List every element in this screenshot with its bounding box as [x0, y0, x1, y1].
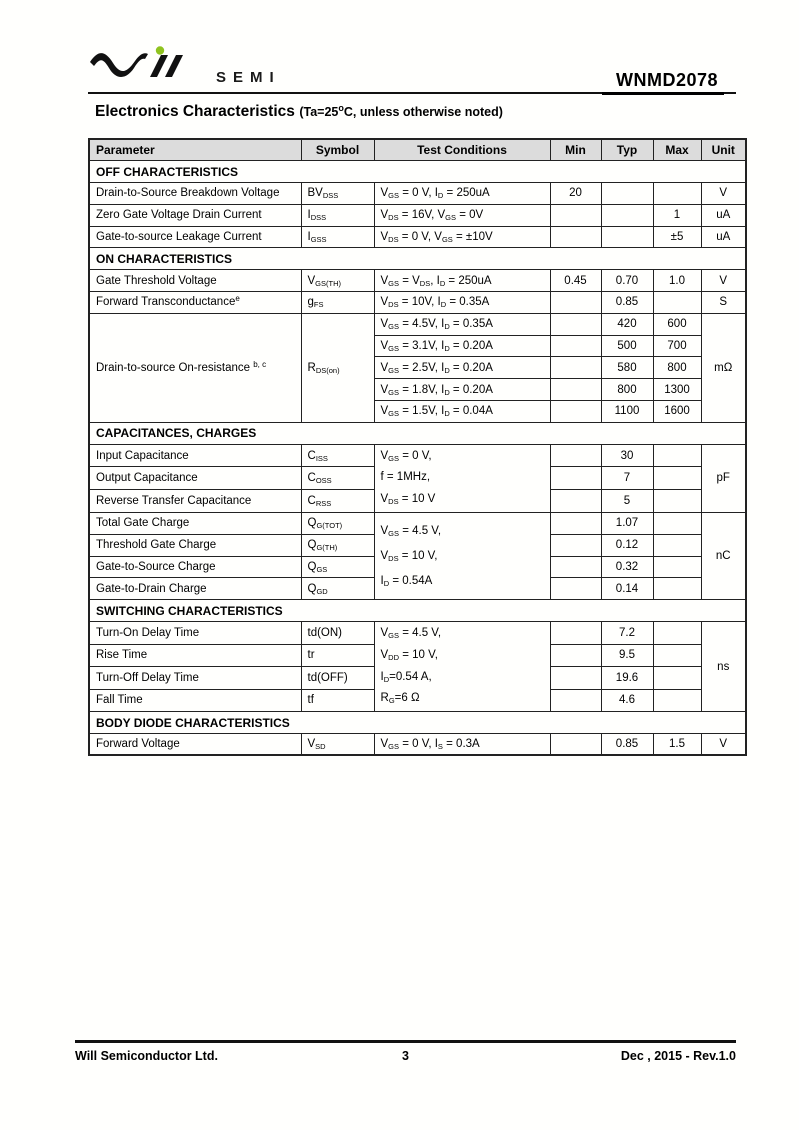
- table-cell: $R_{DS(on)}$: [301, 313, 374, 422]
- table-cell: [550, 444, 601, 467]
- logo-dot: [156, 46, 164, 54]
- table-header-row: [89, 139, 746, 161]
- table-cell: [601, 226, 653, 248]
- table-cell: $g_{FS}$: [301, 292, 374, 314]
- table-cell: $Q_{GS}$: [301, 556, 374, 578]
- characteristics-table-wrap: [88, 138, 745, 756]
- table-row: [89, 734, 746, 756]
- section-label: CAPACITANCES, CHARGES: [89, 422, 746, 444]
- table-cell: $V_{DS} = 10V$, $I_D = 0.35A$: [374, 292, 550, 314]
- table-cell: 7: [601, 467, 653, 490]
- section-label: OFF CHARACTERISTICS: [89, 161, 746, 183]
- table-cell: Drain-to-Source Breakdown Voltage: [89, 183, 301, 205]
- page-footer: [75, 1040, 736, 1063]
- table-cell: Rise Time: [89, 644, 301, 667]
- table-cell: 20: [550, 183, 601, 205]
- table-row: [89, 204, 746, 226]
- table-cell: [550, 513, 601, 535]
- logo-mark-icon: [88, 46, 206, 88]
- table-cell: [601, 204, 653, 226]
- column-header: Min: [550, 139, 601, 161]
- table-cell: $V_{GS} = 0$ V, $I_D = 250uA$: [374, 183, 550, 205]
- table-cell: [653, 556, 701, 578]
- table-cell: V: [701, 734, 746, 756]
- table-cell: [653, 578, 701, 600]
- table-cell: $V_{GS} = 4.5$ V, $V_{DD} = 10$ V, $I_D=0.54$ A, $R_G=6$ Ω: [374, 622, 550, 712]
- table-row: [89, 270, 746, 292]
- table-cell: 9.5: [601, 644, 653, 667]
- table-cell: [653, 622, 701, 645]
- logo-semi-text: SEMI: [216, 69, 281, 86]
- table-cell: 700: [653, 335, 701, 357]
- table-cell: Forward Transconductance$^e$: [89, 292, 301, 314]
- table-cell: $Q_{G(TOT)}$: [301, 513, 374, 535]
- table-cell: Zero Gate Voltage Drain Current: [89, 204, 301, 226]
- table-cell: $V_{GS} = 4.5$ V, $V_{DS} = 10$ V, $I_D = 0.54A$: [374, 513, 550, 600]
- table-cell: 19.6: [601, 667, 653, 690]
- table-cell: [550, 667, 601, 690]
- section-title: [95, 103, 503, 121]
- footer-revision: Dec , 2015 - Rev.1.0: [620, 1049, 736, 1063]
- table-cell: 1600: [653, 401, 701, 423]
- table-cell: Output Capacitance: [89, 467, 301, 490]
- table-cell: Forward Voltage: [89, 734, 301, 756]
- table-cell: [550, 734, 601, 756]
- table-cell: $V_{GS} = V_{DS}$, $I_D = 250uA$: [374, 270, 550, 292]
- table-cell: [550, 401, 601, 423]
- table-cell: $V_{GS} = 1.8V$, $I_D = 0.20A$: [374, 379, 550, 401]
- table-cell: 800: [653, 357, 701, 379]
- table-cell: [653, 444, 701, 467]
- table-cell: [550, 490, 601, 513]
- section-row: [89, 161, 746, 183]
- section-label: ON CHARACTERISTICS: [89, 248, 746, 270]
- table-cell: $BV_{DSS}$: [301, 183, 374, 205]
- table-cell: 0.14: [601, 578, 653, 600]
- part-number: WNMD2078: [602, 70, 724, 95]
- table-cell: td(OFF): [301, 667, 374, 690]
- table-cell: [550, 379, 601, 401]
- table-cell: $C_{OSS}$: [301, 467, 374, 490]
- table-cell: 5: [601, 490, 653, 513]
- table-cell: [653, 534, 701, 556]
- table-cell: 1.5: [653, 734, 701, 756]
- logo-slash-1: [150, 55, 168, 77]
- table-cell: $V_{GS} = 0$ V, f = 1MHz, $V_{DS} = 10$ V: [374, 444, 550, 512]
- table-cell: [653, 644, 701, 667]
- table-row: [89, 513, 746, 535]
- table-cell: 0.32: [601, 556, 653, 578]
- table-cell: Gate Threshold Voltage: [89, 270, 301, 292]
- table-cell: [653, 490, 701, 513]
- table-cell: [653, 667, 701, 690]
- column-header: Max: [653, 139, 701, 161]
- table-cell: $V_{GS} = 0$ V, $I_S = 0.3A$: [374, 734, 550, 756]
- table-cell: Total Gate Charge: [89, 513, 301, 535]
- table-cell: $V_{DS} = 16V$, $V_{GS} = 0V$: [374, 204, 550, 226]
- table-cell: [550, 556, 601, 578]
- table-cell: 1100: [601, 401, 653, 423]
- table-cell: $V_{GS} = 2.5V$, $I_D = 0.20A$: [374, 357, 550, 379]
- logo-slash-2: [165, 55, 183, 77]
- table-cell: [550, 467, 601, 490]
- column-header: Test Conditions: [374, 139, 550, 161]
- column-header: Symbol: [301, 139, 374, 161]
- table-cell: $V_{GS(TH)}$: [301, 270, 374, 292]
- section-label: SWITCHING CHARACTERISTICS: [89, 600, 746, 622]
- table-cell: 600: [653, 313, 701, 335]
- section-row: [89, 422, 746, 444]
- table-cell: $C_{ISS}$: [301, 444, 374, 467]
- footer-page-number: 3: [402, 1049, 409, 1063]
- table-cell: $Q_{G(TH)}$: [301, 534, 374, 556]
- table-cell: Turn-On Delay Time: [89, 622, 301, 645]
- table-cell: [550, 357, 601, 379]
- table-cell: [550, 335, 601, 357]
- characteristics-table: [88, 138, 747, 756]
- table-cell: 580: [601, 357, 653, 379]
- column-header: Unit: [701, 139, 746, 161]
- table-cell: $V_{DS} = 0$ V, $V_{GS} = \pm 10V$: [374, 226, 550, 248]
- table-cell: 420: [601, 313, 653, 335]
- table-cell: uA: [701, 226, 746, 248]
- table-cell: [550, 292, 601, 314]
- table-cell: 30: [601, 444, 653, 467]
- table-row: [89, 444, 746, 467]
- table-cell: [550, 226, 601, 248]
- table-cell: tr: [301, 644, 374, 667]
- table-cell: $C_{RSS}$: [301, 490, 374, 513]
- table-cell: Fall Time: [89, 689, 301, 712]
- table-cell: [550, 622, 601, 645]
- table-cell: $I_{GSS}$: [301, 226, 374, 248]
- table-cell: 1: [653, 204, 701, 226]
- table-cell: [550, 578, 601, 600]
- table-cell: V: [701, 270, 746, 292]
- section-row: [89, 600, 746, 622]
- table-row: [89, 292, 746, 314]
- table-cell: 1.07: [601, 513, 653, 535]
- table-cell: mΩ: [701, 313, 746, 422]
- table-cell: pF: [701, 444, 746, 512]
- table-row: [89, 622, 746, 645]
- table-cell: $V_{SD}$: [301, 734, 374, 756]
- section-row: [89, 248, 746, 270]
- table-cell: [550, 689, 601, 712]
- column-header: Parameter: [89, 139, 301, 161]
- table-cell: ns: [701, 622, 746, 712]
- table-cell: 1300: [653, 379, 701, 401]
- table-cell: [601, 183, 653, 205]
- table-cell: [653, 689, 701, 712]
- table-row: [89, 183, 746, 205]
- section-row: [89, 712, 746, 734]
- table-cell: Drain-to-source On-resistance $^{b, c}$: [89, 313, 301, 422]
- table-cell: $Q_{GD}$: [301, 578, 374, 600]
- table-cell: Gate-to-Drain Charge: [89, 578, 301, 600]
- page-header: [88, 42, 736, 94]
- table-cell: [653, 183, 701, 205]
- table-cell: Reverse Transfer Capacitance: [89, 490, 301, 513]
- footer-company: Will Semiconductor Ltd.: [75, 1049, 218, 1063]
- table-row: [89, 313, 746, 335]
- table-cell: 500: [601, 335, 653, 357]
- will-semi-logo: [88, 46, 281, 88]
- table-cell: S: [701, 292, 746, 314]
- table-cell: 0.70: [601, 270, 653, 292]
- table-cell: 4.6: [601, 689, 653, 712]
- section-title-main: Electronics Characteristics: [95, 103, 295, 120]
- section-title-sub: ($Ta=25^oC$, unless otherwise noted): [299, 103, 503, 119]
- column-header: Typ: [601, 139, 653, 161]
- table-cell: Input Capacitance: [89, 444, 301, 467]
- table-cell: uA: [701, 204, 746, 226]
- table-cell: 7.2: [601, 622, 653, 645]
- table-cell: 1.0: [653, 270, 701, 292]
- section-label: BODY DIODE CHARACTERISTICS: [89, 712, 746, 734]
- table-cell: td(ON): [301, 622, 374, 645]
- table-cell: Turn-Off Delay Time: [89, 667, 301, 690]
- table-cell: Threshold Gate Charge: [89, 534, 301, 556]
- table-cell: [550, 313, 601, 335]
- table-cell: $V_{GS} = 3.1V$, $I_D = 0.20A$: [374, 335, 550, 357]
- table-cell: V: [701, 183, 746, 205]
- table-cell: [550, 204, 601, 226]
- table-cell: 0.45: [550, 270, 601, 292]
- logo-wave: [90, 53, 148, 77]
- table-cell: 0.85: [601, 292, 653, 314]
- table-cell: [653, 467, 701, 490]
- table-cell: [653, 513, 701, 535]
- table-cell: $V_{GS} = 4.5V$, $I_D = 0.35A$: [374, 313, 550, 335]
- table-cell: 0.85: [601, 734, 653, 756]
- table-cell: [550, 534, 601, 556]
- table-cell: Gate-to-Source Charge: [89, 556, 301, 578]
- table-cell: $V_{GS} = 1.5V$, $I_D = 0.04A$: [374, 401, 550, 423]
- table-cell: ±5: [653, 226, 701, 248]
- table-cell: 0.12: [601, 534, 653, 556]
- table-cell: nC: [701, 513, 746, 600]
- table-cell: $I_{DSS}$: [301, 204, 374, 226]
- table-cell: [550, 644, 601, 667]
- table-cell: Gate-to-source Leakage Current: [89, 226, 301, 248]
- table-row: [89, 226, 746, 248]
- table-cell: 800: [601, 379, 653, 401]
- table-cell: tf: [301, 689, 374, 712]
- table-cell: [653, 292, 701, 314]
